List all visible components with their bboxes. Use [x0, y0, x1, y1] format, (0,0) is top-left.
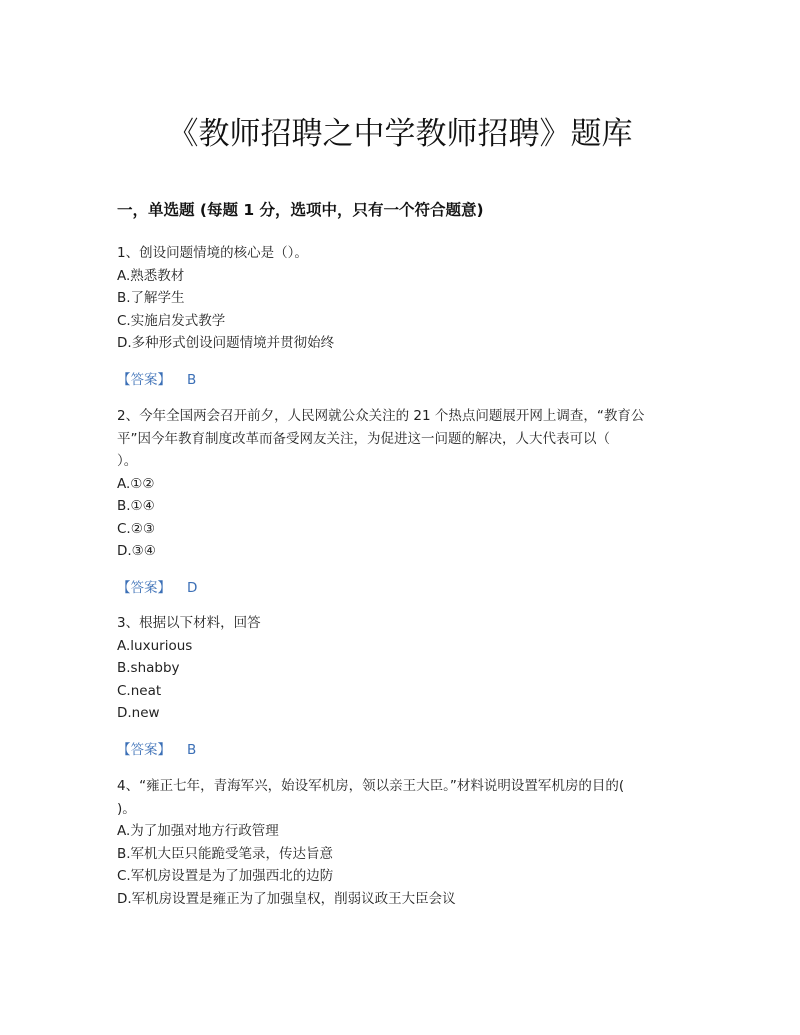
option-c: C.实施启发式教学	[117, 312, 226, 329]
option-b: B.shabby	[117, 660, 180, 676]
answer-line	[117, 577, 697, 599]
question-stem: ）。	[117, 453, 138, 469]
question-stem: 3、根据以下材料，回答	[117, 615, 261, 631]
answer-line	[117, 369, 697, 391]
option-c: C.军机房设置是为了加强西北的边防	[117, 868, 334, 884]
option-a: A.luxurious	[117, 637, 193, 654]
option-d: D.③④	[117, 543, 156, 559]
option-c: C.neat	[117, 682, 162, 699]
option-a: A.熟悉教材	[117, 267, 185, 284]
question-stem: )。	[117, 800, 136, 817]
answer-value: D	[187, 579, 198, 596]
question-2	[117, 405, 697, 599]
document-title: 《教师招聘之中学教师招聘》题库	[167, 116, 633, 152]
answer-label: 【答案】	[117, 579, 171, 596]
answer-value: B	[187, 371, 197, 388]
question-stem: 平”因今年教育制度改革而备受网友关注，为促进这一问题的解决，人大代表可以（	[117, 430, 610, 447]
answer-label: 【答案】	[117, 741, 171, 758]
option-d: D.军机房设置是雍正为了加强皇权，削弱议政王大臣会议	[117, 890, 456, 907]
section-heading: 一，单选题 (每题 1 分，选项中，只有一个符合题意)	[117, 201, 484, 219]
option-d: D.new	[117, 705, 160, 721]
question-1	[117, 242, 697, 391]
option-d: D.多种形式创设问题情境并贯彻始终	[117, 335, 335, 351]
option-b: B.①④	[117, 498, 155, 514]
answer-value: B	[187, 741, 197, 758]
question-4	[117, 775, 697, 910]
option-a: A.为了加强对地方行政管理	[117, 823, 279, 839]
option-b: B.军机大臣只能跪受笔录，传达旨意	[117, 845, 334, 862]
option-b: B.了解学生	[117, 290, 185, 306]
option-a: A.①②	[117, 475, 155, 492]
answer-label: 【答案】	[117, 371, 171, 388]
option-c: C.②③	[117, 520, 155, 537]
question-stem: 4、“雍正七年，青海军兴，始设军机房，领以亲王大臣。”材料说明设置军机房的目的(	[117, 778, 625, 794]
question-stem: 2、今年全国两会召开前夕，人民网就公众关注的 21 个热点问题展开网上调查，“教育公	[117, 408, 645, 424]
question-3	[117, 612, 697, 761]
answer-line	[117, 739, 697, 761]
question-stem: 1、创设问题情境的核心是（）。	[117, 245, 308, 261]
